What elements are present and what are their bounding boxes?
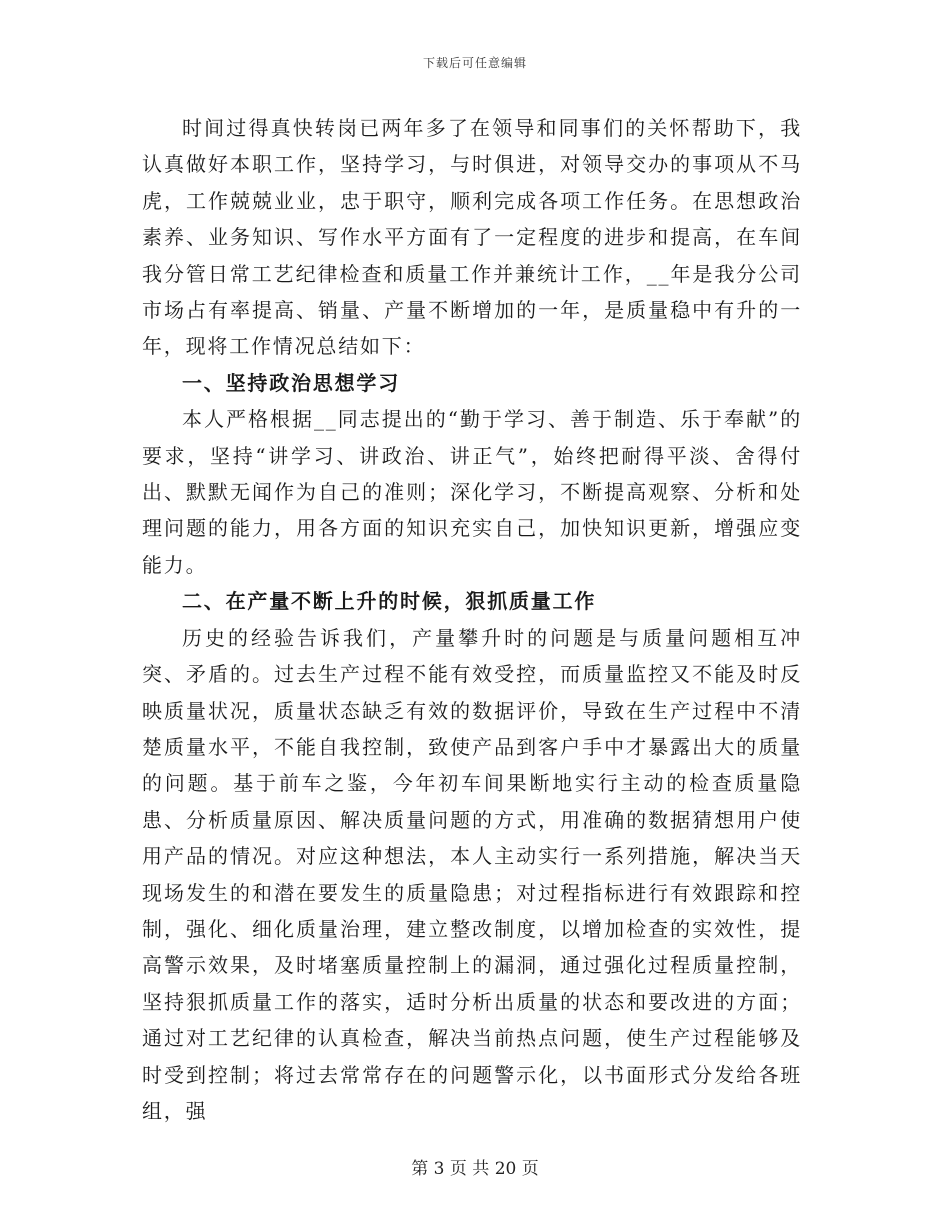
- section-2-paragraph: 历史的经验告诉我们，产量攀升时的问题是与质量问题相互冲突、矛盾的。过去生产过程不能有效受控，而质量监控又不能及时反映质量状况，质量状态缺乏有效的数据评价，导致在生产过程中不清楚质量水平，不能自我控制，致使产品到客户手中才暴露出大的质量的问题。基于前车之鉴，今年初车间果断地实行主动的检查质量隐患、分析质量原因、解决质量问题的方式，用准确的数据猜想用户使用产品的情况。对应这种想法，本人主动实行一系列措施，解决当天现场发生的和潜在要发生的质量隐患；对过程指标进行有效跟踪和控制，强化、细化质量治理，建立整改制度，以增加检查的实效性，提高警示效果，及时堵塞质量控制上的漏洞，通过强化过程质量控制，坚持狠抓质量工作的落实，适时分析出质量的状态和要改进的方面；通过对工艺纪律的认真检查，解决当前热点问题，使生产过程能够及时受到控制；将过去常常存在的问题警示化，以书面形式分发给各班组，强: [142, 625, 802, 1123]
- page-number-footer: 第 3 页 共 20 页: [411, 1159, 539, 1179]
- page-header: 下载后可任意编辑: [422, 56, 527, 70]
- section-1-heading: 一、坚持政治思想学习: [182, 370, 400, 395]
- section-1-paragraph: 本人严格根据__同志提出的“勤于学习、善于制造、乐于奉献”的要求，坚持“讲学习、讲政治、讲正气”，始终把耐得平淡、舍得付出、默默无闻作为自己的准则；深化学习，不断提高观察、分析和处理问题的能力，用各方面的知识充实自己，加快知识更新，增强应变能力。: [142, 407, 802, 577]
- document-body: [142, 110, 802, 1129]
- section-2-heading: 二、在产量不断上升的时候，狠抓质量工作: [182, 589, 597, 614]
- intro-paragraph: 时间过得真快转岗已两年多了在领导和同事们的关怀帮助下，我认真做好本职工作，坚持学习，与时俱进，对领导交办的事项从不马虎，工作兢兢业业，忠于职守，顺利完成各项工作任务。在思想政治素养、业务知识、写作水平方面有了一定程度的进步和提高，在车间我分管日常工艺纪律检查和质量工作并兼统计工作，__年是我分公司市场占有率提高、销量、产量不断增加的一年，是质量稳中有升的一年，现将工作情况总结如下：: [142, 116, 802, 359]
